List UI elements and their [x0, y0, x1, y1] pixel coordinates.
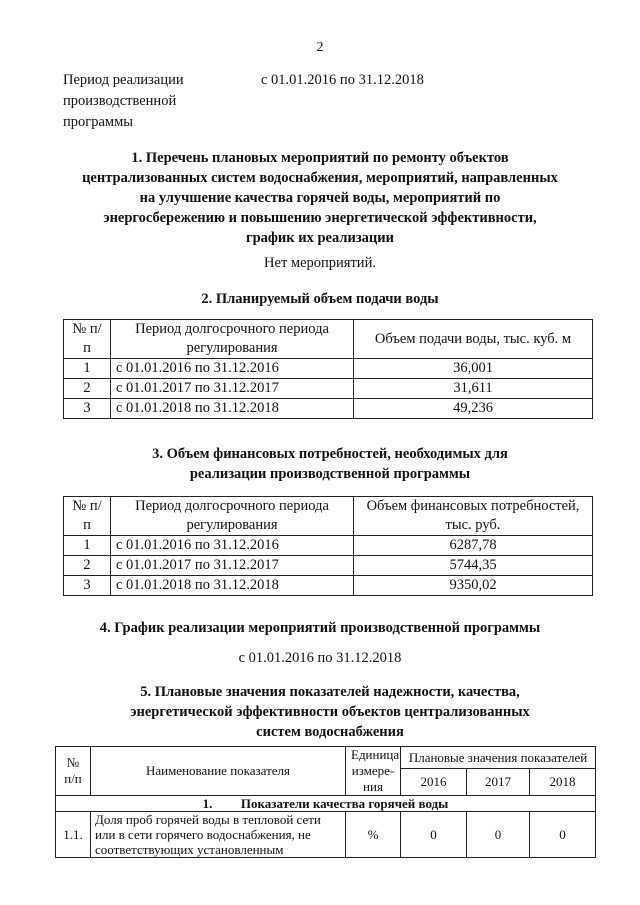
cell-number: 3	[64, 576, 111, 596]
cell-number: 2	[64, 556, 111, 576]
header-indicator-name: Наименование показателя	[91, 747, 346, 796]
cell-period: с 01.01.2016 по 31.12.2016	[111, 359, 354, 379]
period-label: Период реализации производственной программы	[63, 72, 184, 130]
cell-period: с 01.01.2017 по 31.12.2017	[111, 379, 354, 399]
section1-note: Нет мероприятий.	[264, 255, 376, 271]
cell-number: 1	[64, 359, 111, 379]
cell-number: 3	[64, 399, 111, 419]
cell-period: с 01.01.2018 по 31.12.2018	[111, 399, 354, 419]
cell-value: 5744,35	[354, 556, 593, 576]
table-row	[64, 556, 593, 576]
table-row	[64, 576, 593, 596]
section4-title: 4. График реализации мероприятий производственной программы	[99, 620, 541, 636]
section3-title: 3. Объем финансовых потребностей, необходимых для реализации производственной программы	[152, 446, 508, 482]
header-value: Объем финансовых потребностей, тыс. руб.	[354, 497, 593, 536]
cell-number: 1	[64, 536, 111, 556]
cell-indicator-name: Доля проб горячей воды в тепловой сети или в сети горячего водоснабжения, не соответствующих установленным	[91, 812, 346, 858]
table-row	[64, 359, 593, 379]
cell-value: 36,001	[354, 359, 593, 379]
water-volume-table	[63, 319, 593, 419]
header-number: № п/п	[64, 320, 111, 359]
table-row	[64, 536, 593, 556]
cell-period: с 01.01.2016 по 31.12.2016	[111, 536, 354, 556]
cell-number: 1.1.	[56, 812, 91, 858]
table-group-row	[56, 796, 596, 812]
group-number: 1.	[202, 796, 213, 811]
header-period: Период долгосрочного периода регулирования	[111, 497, 354, 536]
section2-title: 2. Планируемый объем подачи воды	[201, 291, 439, 307]
header-planned-values: Плановые значения показателей	[401, 747, 596, 769]
table-header-row	[56, 747, 596, 769]
section5-title: 5. Плановые значения показателей надежности, качества, энергетической эффективности объектов централизованных систем водоснабжения	[130, 684, 530, 740]
period-value: с 01.01.2016 по 31.12.2018	[261, 72, 424, 88]
table-header-row	[64, 320, 593, 359]
group-row	[56, 796, 596, 812]
cell-value-2016: 0	[401, 812, 467, 858]
cell-unit: %	[346, 812, 401, 858]
cell-value: 9350,02	[354, 576, 593, 596]
cell-number: 2	[64, 379, 111, 399]
cell-period: с 01.01.2018 по 31.12.2018	[111, 576, 354, 596]
table-row	[64, 399, 593, 419]
cell-value-2017: 0	[467, 812, 530, 858]
header-period: Период долгосрочного периода регулирования	[111, 320, 354, 359]
group-title: Показатели качества горячей воды	[240, 796, 449, 811]
section1-title: 1. Перечень плановых мероприятий по ремонту объектов централизованных систем водоснабжения, мероприятий, направленных на улучшение качества горячей воды, мероприятий по энергосбережению и повышению энергетической эффективности, график их реализации	[82, 150, 558, 246]
header-year: 2016	[401, 769, 467, 796]
header-year: 2017	[467, 769, 530, 796]
table-header-row	[64, 497, 593, 536]
financial-needs-table	[63, 496, 593, 596]
header-year: 2018	[530, 769, 596, 796]
section4-period: с 01.01.2016 по 31.12.2018	[238, 650, 402, 666]
indicators-table	[55, 746, 596, 858]
table-row	[64, 379, 593, 399]
header-unit: Единица измере-ния	[346, 747, 401, 796]
cell-value: 49,236	[354, 399, 593, 419]
header-number: № п/п	[64, 497, 111, 536]
header-value: Объем подачи воды, тыс. куб. м	[354, 320, 593, 359]
cell-value: 31,611	[354, 379, 593, 399]
cell-value-2018: 0	[530, 812, 596, 858]
cell-value: 6287,78	[354, 536, 593, 556]
table-row	[56, 812, 596, 858]
page-number: 2	[316, 40, 324, 55]
cell-period: с 01.01.2017 по 31.12.2017	[111, 556, 354, 576]
header-number: № п/п	[56, 747, 91, 796]
